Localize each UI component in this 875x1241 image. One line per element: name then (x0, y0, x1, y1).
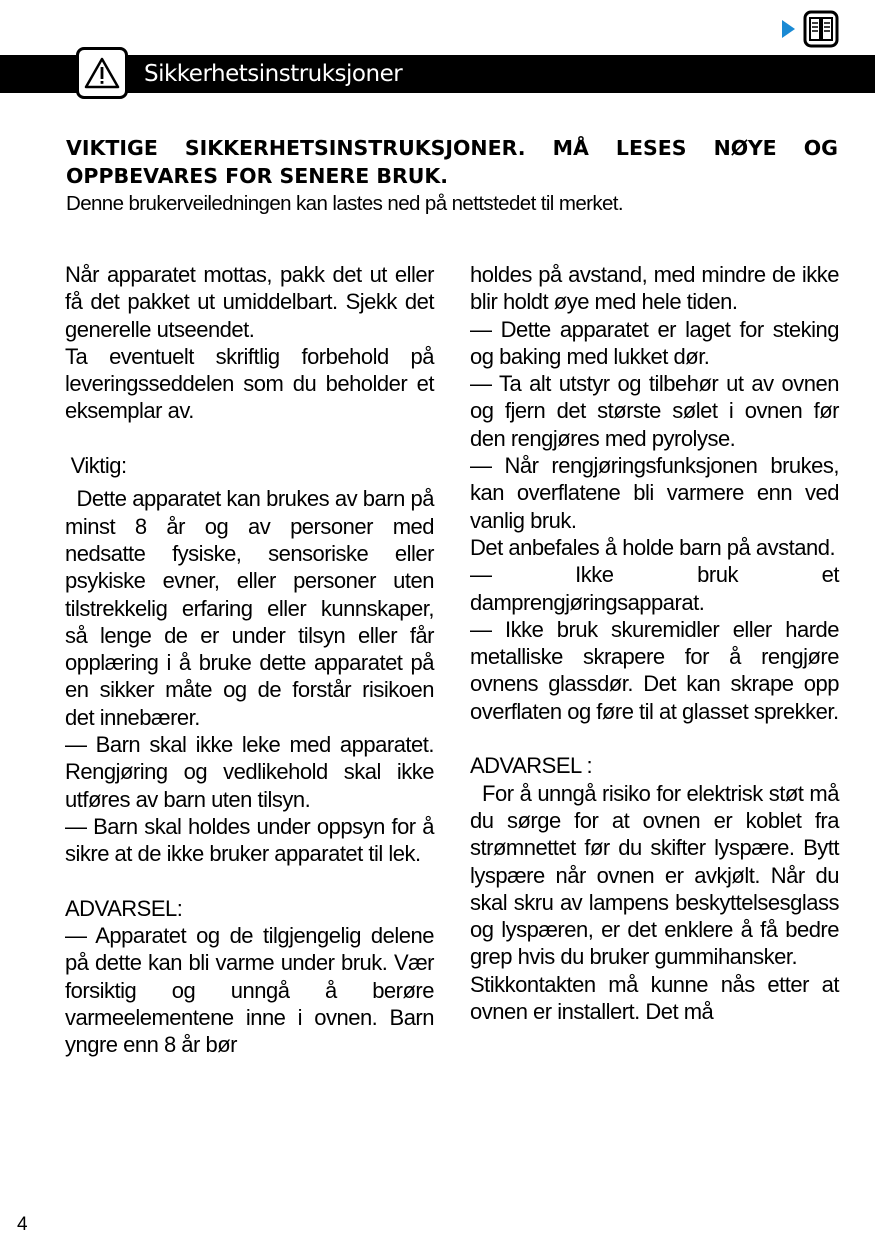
intro-section (66, 134, 838, 218)
section-title: Sikkerhetsinstruksjoner (144, 61, 403, 87)
advarsel-heading: ADVARSEL: (65, 895, 183, 921)
paragraph: — Apparatet og de tilgjengelig delene på dette kan bli varme under bruk. Vær forsiktig og unngå å berøre varmeelementene inne i ovnen. Barn yngre enn 8 år bør (65, 923, 434, 1058)
paragraph: Når apparatet mottas, pakk det ut eller få det pakket ut umiddelbart. Sjekk det generelle utseendet. (65, 262, 434, 342)
right-column (470, 261, 845, 1025)
paragraph: Det anbefales å holde barn på avstand. (470, 534, 836, 560)
paragraph: — Barn skal ikke leke med apparatet. Rengjøring og vedlikehold skal ikke utføres av barn uten tilsyn. (65, 732, 434, 812)
warning-triangle-icon (83, 56, 121, 90)
top-navigation-icons (782, 10, 839, 48)
paragraph: — Ta alt utstyr og tilbehør ut av ovnen og fjern det største sølet i ovnen før den rengjøres med pyrolyse. (470, 371, 839, 451)
paragraph: — Dette apparatet er laget for steking og baking med lukket dør. (470, 316, 839, 369)
paragraph: — Når rengjøringsfunksjonen brukes, kan overflatene bli varmere enn ved vanlig bruk. (470, 453, 839, 533)
left-column (65, 261, 440, 1059)
paragraph: For å unngå risiko for elektrisk støt må du sørge for at ovnen er koblet fra strømnettet før du skifter lyspære. Bytt lyspære når ovnen er avkjølt. Når du skal skru av lampens beskyttelsesglass og lyspæren, er det enklere å få bedre grep hvis du bruker gummihansker. (470, 780, 845, 970)
paragraph: Stikkontakten må kunne nås etter at ovnen er installert. Det må (470, 971, 839, 1025)
important-notice: VIKTIGE SIKKERHETSINSTRUKSJONER. MÅ LESES NØYE OG OPPBEVARES FOR SENERE BRUK. (66, 136, 838, 188)
page-number: 4 (17, 1214, 28, 1235)
viktig-heading: Viktig: (65, 453, 127, 479)
play-arrow-icon[interactable] (782, 20, 795, 38)
paragraph: holdes på avstand, med mindre de ikke blir holdt øye med hele tiden. (470, 262, 839, 315)
paragraph: Dette apparatet kan brukes av barn på minst 8 år og av personer med nedsatte fysiske, sensoriske eller psykiske evner, eller personer uten tilstrekkelig erfaring eller kunnskaper, så lenge de er under tilsyn eller får opplæring i å bruke dette apparatet på en sikker måte og de forstår risikoen det innebærer. (65, 486, 440, 730)
warning-badge (76, 47, 128, 99)
advarsel-heading: ADVARSEL : (470, 753, 593, 779)
paragraph: — Barn skal holdes under oppsyn for å sikre at de ikke bruker apparatet til lek. (65, 813, 434, 867)
paragraph: — Ikke bruk skuremidler eller harde metalliske skrapere for å rengjøre ovnens glassdør. Det kan skrape opp overflaten og føre til at glasset sprekker. (470, 616, 839, 724)
manual-book-icon[interactable] (803, 10, 839, 48)
paragraph: — Ikke bruk et damprengjøringsapparat. (470, 562, 839, 615)
download-notice: Denne brukerveiledningen kan lastes ned på nettstedet til merket. (66, 192, 624, 215)
section-header-bar (0, 55, 875, 93)
paragraph: Ta eventuelt skriftlig forbehold på leveringsseddelen som du beholder et eksemplar av. (65, 343, 434, 424)
